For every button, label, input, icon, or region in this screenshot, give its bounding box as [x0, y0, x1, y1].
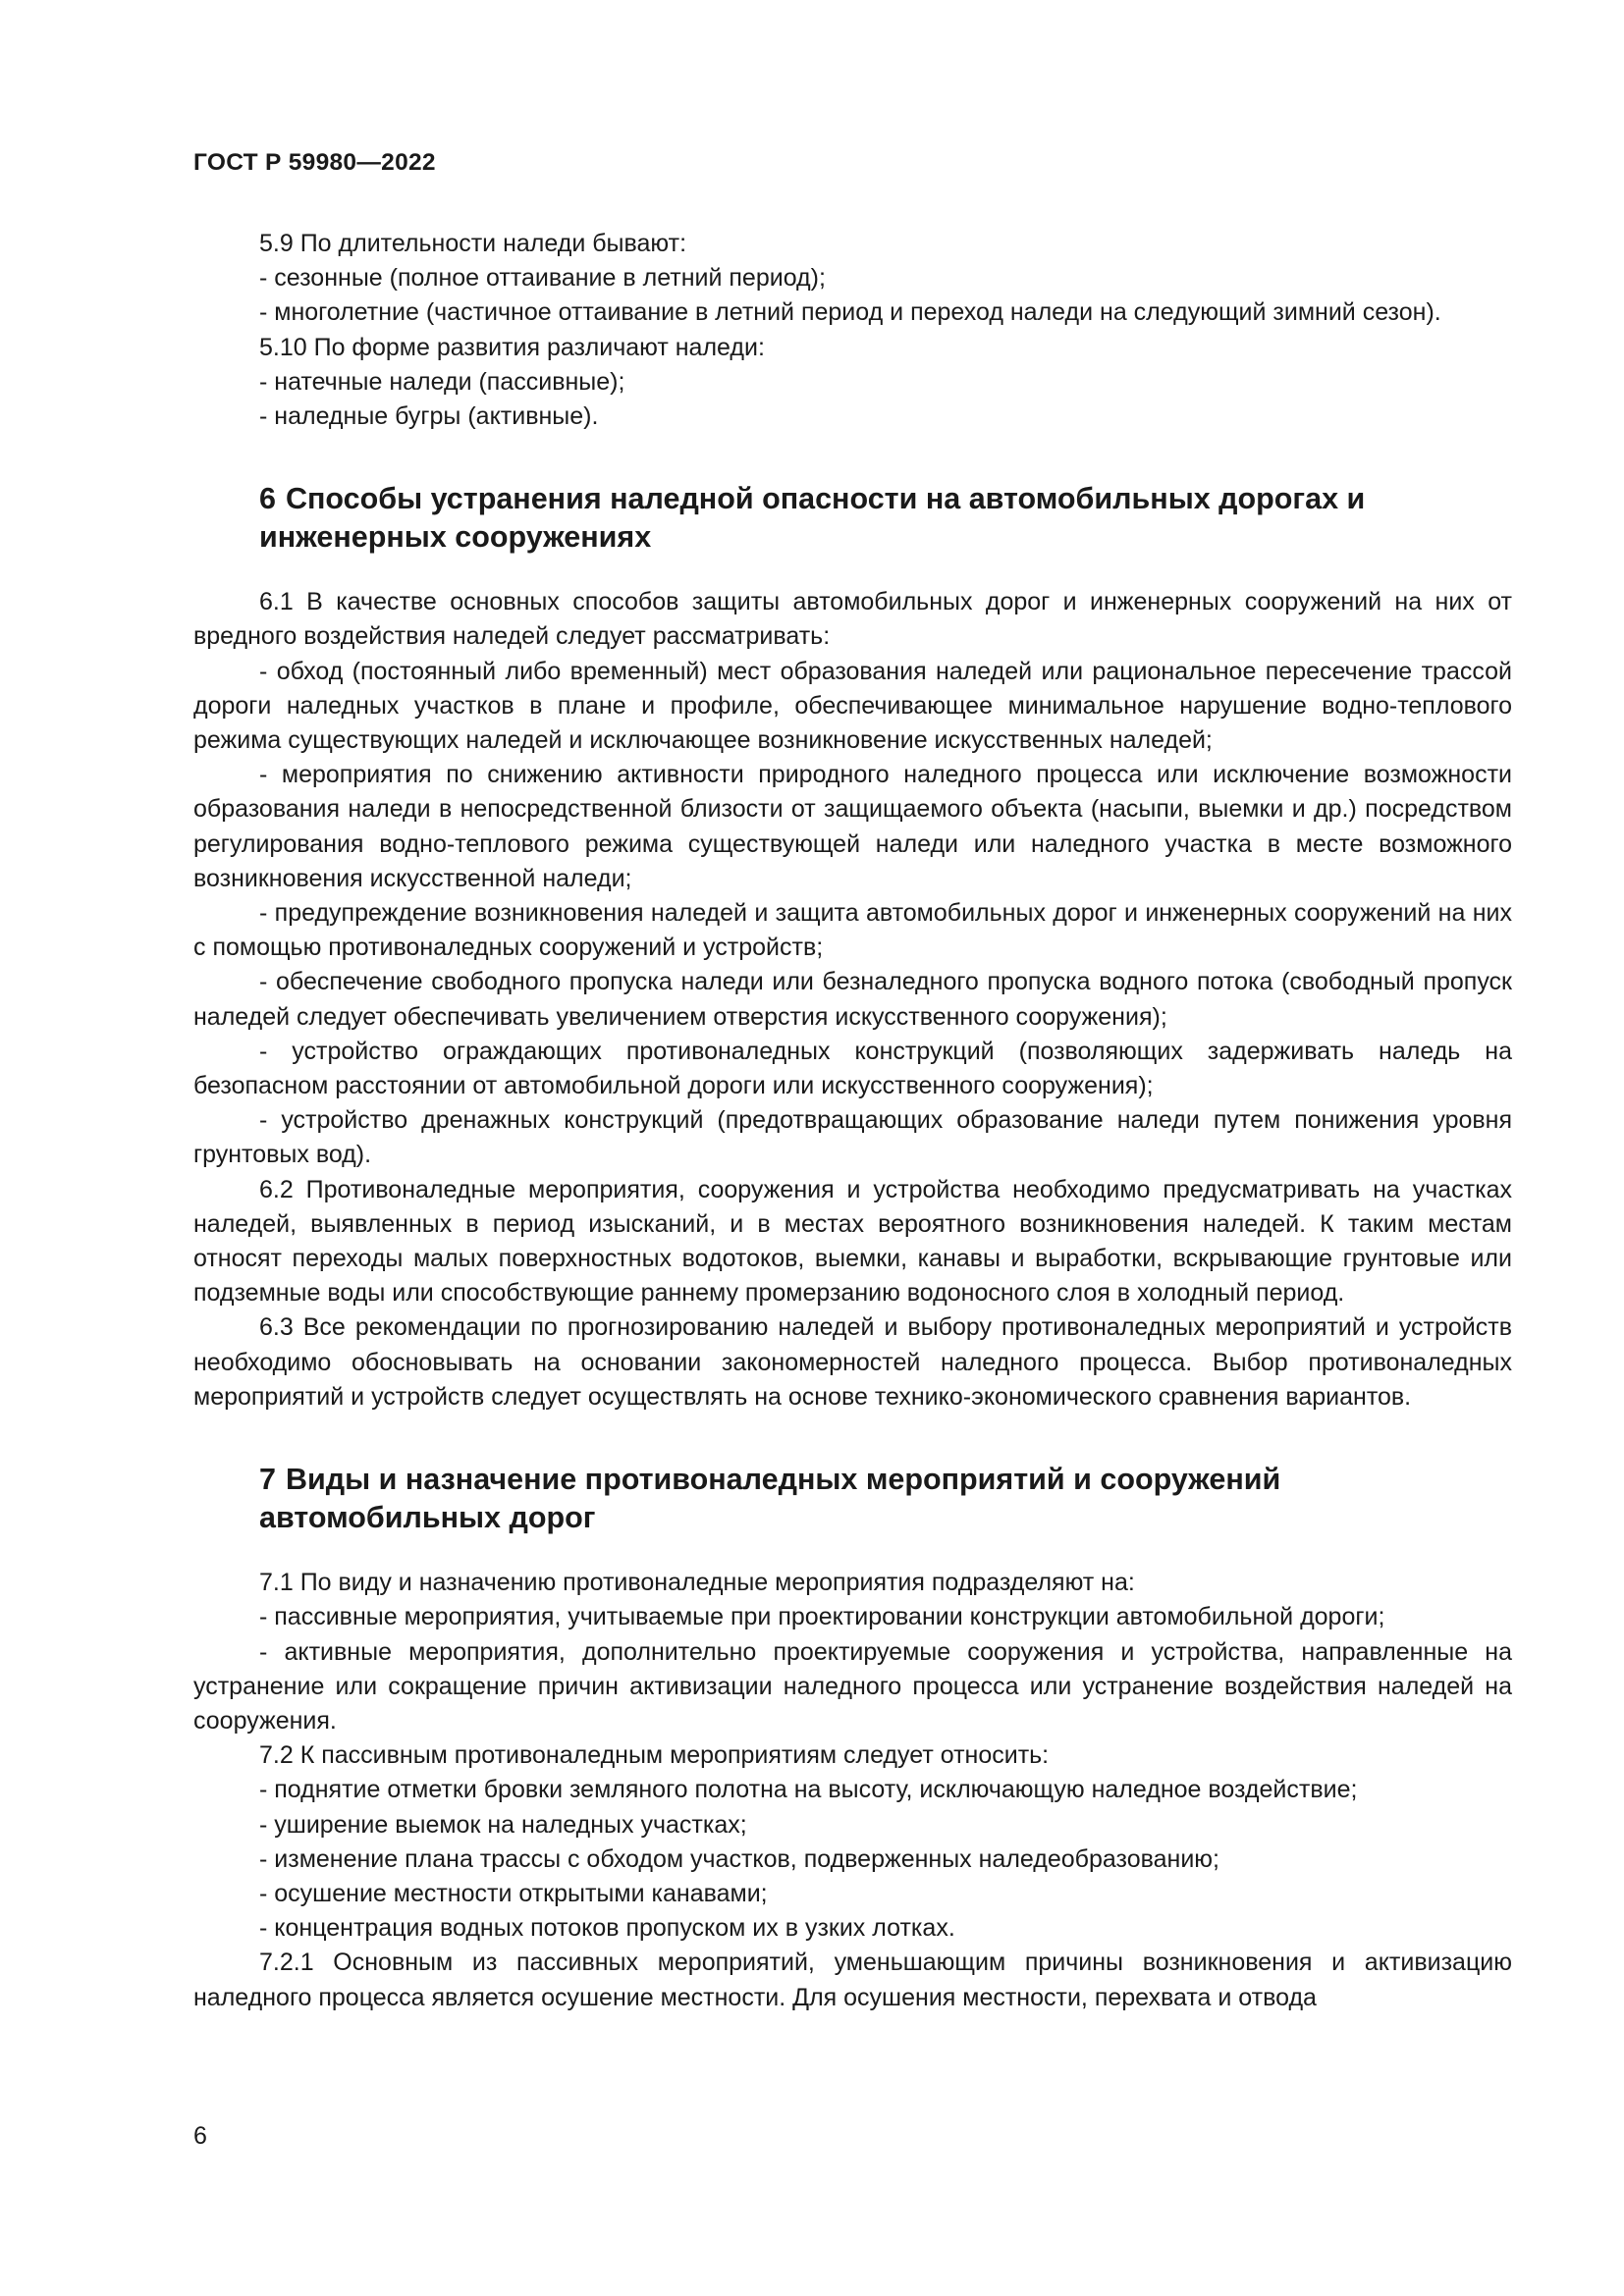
clause-6-2: 6.2 Противоналедные мероприятия, сооружения и устройства необходимо предусматривать на участках наледей, выявленных в период изысканий, и в местах вероятного возникновения наледей. К таким местам относят переходы малых поверхностных водотоков, выемки, канавы и выработки, вскрывающие грунтовые или подземные воды или способствующие раннему промерзанию водоносного слоя в холодный период. — [193, 1175, 1512, 1308]
section-title: Виды и назначение противоналедных мероприятий и сооружений автомобильных дорог — [259, 1463, 1281, 1535]
list-item: - многолетние (частичное оттаивание в летний период и переход наледи на следующий зимний сезон). — [259, 298, 1441, 327]
list-item: - предупреждение возникновения наледей и защита автомобильных дорог и инженерных сооружений на них с помощью противоналедных сооружений и устройств; — [193, 899, 1512, 962]
section-6-heading — [193, 480, 1512, 557]
list-item: - устройство ограждающих противоналедных конструкций (позволяющих задерживать наледь на безопасном расстоянии от автомобильной дороги или искусственного сооружения); — [193, 1037, 1512, 1100]
clause-7-1: 7.1 По виду и назначению противоналедные мероприятия подразделяют на: — [259, 1569, 1135, 1597]
page-number: 6 — [193, 2122, 207, 2150]
list-item: - наледные бугры (активные). — [259, 402, 599, 431]
page-body — [193, 227, 1512, 2015]
document-header: ГОСТ Р 59980—2022 — [193, 149, 436, 176]
list-item: - устройство дренажных конструкций (предотвращающих образование наледи путем понижения уровня грунтовых вод). — [193, 1106, 1512, 1169]
list-item: - обход (постоянный либо временный) мест образования наледей или рациональное пересечение трассой дороги наледных участков в плане и профиле, обеспечивающее минимальное нарушение водно-теплового режима существующих наледей и исключающее возникновение искусственных наледей; — [193, 657, 1512, 755]
clause-7-2: 7.2 К пассивным противоналедным мероприятиям следует относить: — [259, 1741, 1050, 1770]
list-item: - мероприятия по снижению активности природного наледного процесса или исключение возможности образования наледи в непосредственной близости от защищаемого объекта (насыпи, выемки и др.) посредством регулирования водно-теплового режима существующей наледи или наледного участка в месте возможного возникновения искусственной наледи; — [193, 761, 1512, 892]
list-item: - концентрация водных потоков пропуском их в узких лотках. — [259, 1914, 955, 1943]
clause-6-3: 6.3 Все рекомендации по прогнозированию наледей и выбору противоналедных мероприятий и устройств необходимо обосновывать на основании закономерностей наледного процесса. Выбор противоналедных мероприятий и устройств следует осуществлять на основе технико-экономического сравнения вариантов. — [193, 1313, 1512, 1411]
list-item: - осушение местности открытыми канавами; — [259, 1879, 768, 1907]
list-item: - натечные наледи (пассивные); — [259, 367, 625, 396]
list-item: - обеспечение свободного пропуска наледи или безналедного пропуска водного потока (свободный пропуск наледей следует обеспечивать увеличением отверстия искусственного сооружения); — [193, 968, 1512, 1031]
clause-6-1: 6.1 В качестве основных способов защиты автомобильных дорог и инженерных сооружений на них от вредного воздействия наледей следует рассматривать: — [193, 588, 1512, 651]
section-title: Способы устранения наледной опасности на автомобильных дорогах и инженерных сооружениях — [259, 482, 1366, 555]
clause-5-10: 5.10 По форме развития различают наледи: — [259, 333, 765, 361]
clause-7-2-1: 7.2.1 Основным из пассивных мероприятий, уменьшающим причины возникновения и активизацию наледного процесса является осушение местности. Для осушения местности, перехвата и отвода — [193, 1949, 1512, 2011]
list-item: - уширение выемок на наледных участках; — [259, 1810, 747, 1839]
list-item: - активные мероприятия, дополнительно проектируемые сооружения и устройства, направленные на устранение или сокращение причин активизации наледного процесса или устранение воздействия наледей на сооружения. — [193, 1637, 1512, 1735]
list-item: - поднятие отметки бровки земляного полотна на высоту, исключающую наледное воздействие; — [259, 1776, 1358, 1804]
clause-5-9: 5.9 По длительности наледи бывают: — [259, 230, 687, 257]
list-item: - сезонные (полное оттаивание в летний период); — [259, 264, 826, 293]
section-7-heading — [193, 1461, 1512, 1537]
list-item: - пассивные мероприятия, учитываемые при проектировании конструкции автомобильной дороги; — [259, 1603, 1385, 1631]
section-number: 6 — [259, 482, 276, 516]
list-item: - изменение плана трассы с обходом участков, подверженных наледеобразованию; — [259, 1844, 1219, 1873]
section-number: 7 — [259, 1463, 276, 1497]
